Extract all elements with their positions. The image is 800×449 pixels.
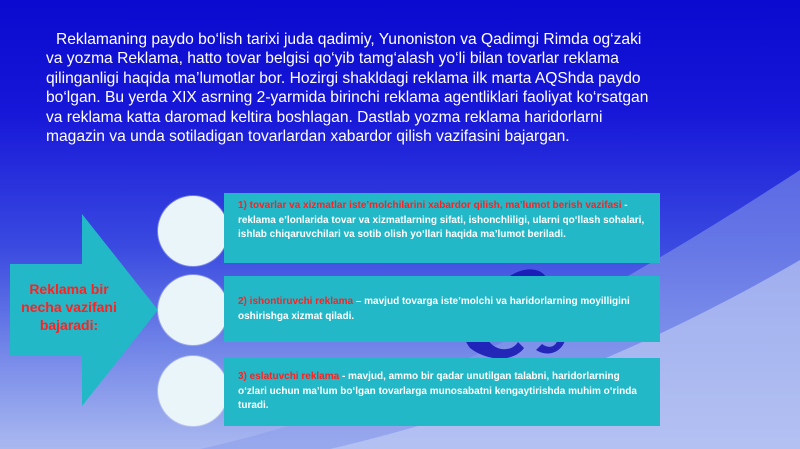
function-1-text (238, 199, 650, 243)
function-2-text (238, 295, 650, 324)
function-3-box (224, 358, 660, 426)
function-1-box (224, 193, 660, 263)
function-2-title: 2) ishontiruvchi reklama (238, 296, 354, 307)
function-2-description: – mavjud tovarga iste’molchi va haridorlarning moyilligini oshirishga xizmat qiladi. (238, 296, 630, 322)
arrow-label: Reklama bir necha vazifani bajaradi: (21, 281, 117, 333)
function-3-text (238, 370, 650, 414)
function-2-circle (158, 275, 228, 345)
function-3-title: 3) eslatuvchi reklama (238, 371, 340, 382)
function-1-title: 1) tovarlar va xizmatlar iste’molchilarini xabardor qilish, ma’lumot berish vazifasi (238, 200, 622, 211)
function-3-circle (158, 356, 228, 426)
function-1-circle (158, 196, 228, 266)
function-2-box (224, 276, 660, 342)
function-1-description: - reklama e’lonlarida tovar va xizmatlarning sifati, ishonchliligi, ularni qo‘llash sohalari, ishlab chiqaruvchilari va sotib olish yo‘llari haqida ma’lumot beriladi. (238, 200, 645, 240)
function-3-description: - mavjud, ammo bir qadar unutilgan talabni, haridorlarning o‘zlari uchun ma’lum bo‘lgan tovarlarga munosabatni kengaytirishda muhim o‘rinda turadi. (238, 371, 637, 411)
intro-paragraph: Reklamaning paydo bo‘lish tarixi juda qadimiy, Yunoniston va Qadimgi Rimda og‘zaki va yozma Reklama, hatto tovar belgisi qo‘yib tamg‘alash yo‘li bilan tovarlar reklama qilinganligi haqida ma’lumotlar bor. Hozirgi shakldagi reklama ilk marta AQShda paydo bo‘lgan. Bu yerda XIX asrning 2-yarmida birinchi reklama agentliklari faoliyat ko‘rsatgan va reklama katta daromad keltira boshlagan. Dastlab yozma reklama haridorlarni magazin va unda sotiladigan tovarlardan xabardor qilish vazifasini bajargan. (46, 31, 649, 146)
